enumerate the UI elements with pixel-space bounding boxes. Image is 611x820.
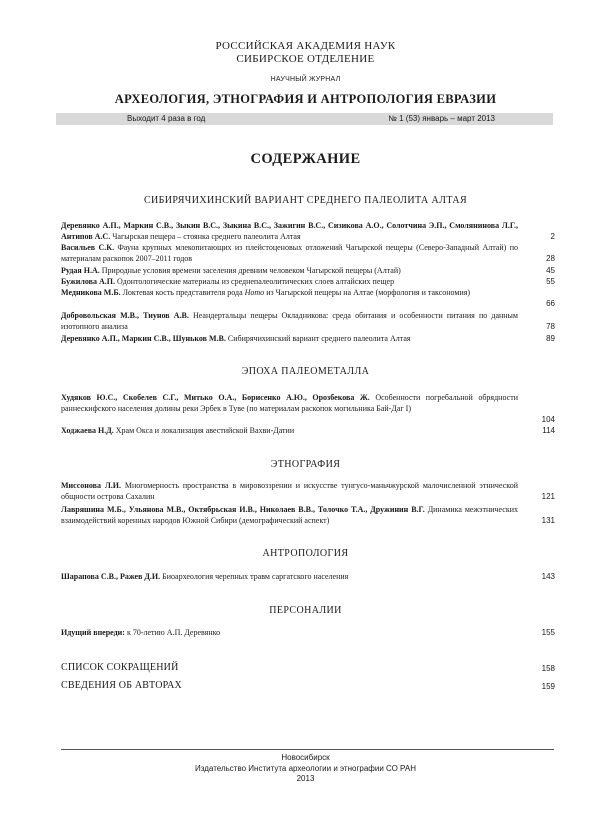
entry-page: 45 [546, 266, 555, 275]
entry-page: 104 [541, 415, 555, 424]
entry-page: 158 [541, 664, 555, 673]
toc-entry[interactable] [61, 505, 518, 527]
academy-line-1: РОССИЙСКАЯ АКАДЕМИЯ НАУК [215, 40, 396, 52]
entry-title: Динамика межэтнических взаимодействий коренных народов Южной Сибири (демографический аспект) [61, 505, 518, 525]
entry-authors: Васильев С.К. [61, 243, 115, 252]
entry-title-italic: Homo [244, 288, 265, 297]
entry-authors: Шарапова С.В., Ражев Д.И. [61, 572, 161, 581]
entry-authors: Худяков Ю.С., Скобелев С.Г., Митько О.А., Борисенко А.Ю., Орозбекова Ж. [61, 393, 370, 402]
academy-line-2: СИБИРСКОЕ ОТДЕЛЕНИЕ [236, 53, 375, 65]
entry-page: 159 [541, 682, 555, 691]
authors-info-heading[interactable]: СВЕДЕНИЯ ОБ АВТОРАХ [61, 680, 182, 691]
footer-year: 2013 [296, 774, 315, 783]
toc-entry[interactable] [61, 311, 518, 333]
entry-authors: Лавряшина М.Б., Ульянова М.В., Октябрьская И.В., Николаев В.В., Толочко Т.А., Дружинин В.Г. [61, 505, 425, 514]
academy-name [0, 40, 611, 66]
entry-page: 2 [550, 232, 555, 241]
toc-entry[interactable] [61, 266, 518, 277]
entry-title: Одонтологические материалы из среднепалеолитических слоев алтайских пещер [115, 277, 395, 286]
entry-title: Особенности погребальной обрядности раннескифского населения долины реки Эрбек в Туве (по материалам раскопок могильника Бай-Даг I) [61, 393, 518, 413]
section-title: СИБИРЯЧИХИНСКИЙ ВАРИАНТ СРЕДНЕГО ПАЛЕОЛИТА АЛТАЯ [143, 195, 468, 206]
section-title: ПЕРСОНАЛИИ [269, 605, 342, 616]
entry-page: 143 [541, 572, 555, 581]
entry-authors: Идущий впереди: [61, 628, 125, 637]
contents-title: СОДЕРЖАНИЕ [250, 151, 361, 167]
toc-entry[interactable] [61, 426, 518, 437]
entry-page: 78 [546, 322, 555, 331]
frequency-text: Выходит 4 раза в год [127, 114, 206, 123]
toc-entry[interactable] [61, 277, 518, 288]
entry-authors: Добровольская М.В., Тиунов А.В. [61, 311, 189, 320]
entry-title: Фауна крупных млекопитающих из плейстоценовых отложений Чагырской пещеры (Северо-Западный Алтай) по материалам раскопок 2007–2011 годов [61, 243, 518, 263]
entry-title: Сибирячихинский вариант среднего палеолита Алтая [225, 334, 411, 343]
entry-page: 155 [541, 628, 555, 637]
entry-page: 55 [546, 277, 555, 286]
toc-entry[interactable] [61, 221, 518, 243]
entry-title: Биоархеология черепных травм саргатского населения [160, 572, 349, 581]
section-title: ЭПОХА ПАЛЕОМЕТАЛЛА [241, 366, 370, 377]
footer-divider [61, 749, 554, 750]
section-title: АНТРОПОЛОГИЯ [262, 548, 349, 559]
entry-authors: Деревянко А.П., Маркин С.В., Шуньков М.В. [61, 334, 226, 343]
abbreviations-heading[interactable]: СПИСОК СОКРАЩЕНИЙ [61, 662, 179, 673]
entry-page: 114 [542, 426, 555, 435]
entry-title: к 70-летию А.П. Деревянко [124, 628, 221, 637]
issue-number: № 1 (53) январь – март 2013 [388, 114, 495, 123]
entry-page: 89 [546, 334, 555, 343]
entry-title: Неандертальцы пещеры Окладникова: среда обитания и особенности питания по данным изотопного анализа [61, 311, 518, 331]
entry-title: Храм Окса и локализация авестийской Вахви-Датии [113, 426, 295, 435]
entry-authors: Рудая Н.А. [61, 266, 100, 275]
footer-city: Новосибирск [281, 753, 330, 762]
issue-bar [56, 113, 553, 125]
journal-label: НАУЧНЫЙ ЖУРНАЛ [270, 76, 341, 83]
entry-authors: Миссонова Л.И. [61, 481, 122, 490]
entry-page: 28 [546, 254, 555, 263]
toc-entry[interactable] [61, 288, 518, 299]
toc-entry[interactable] [61, 481, 518, 503]
entry-title: Локтевая кость представителя рода [120, 288, 245, 297]
entry-page: 66 [546, 299, 555, 308]
toc-entry[interactable] [61, 334, 518, 345]
footer-publisher: Издательство Института археологии и этнографии СО РАН [195, 763, 416, 773]
entry-authors: Деревянко А.П., Маркин С.В., Зыкин В.С., Зыкина В.С., Зажигин В.С., Сизикова А.О., Солотчина Э.П., Смолянинова Л.Г., Антипов А.С. [61, 221, 518, 241]
entry-page: 131 [541, 516, 555, 525]
entry-title: Природные условия времени заселения древним человеком Чагырской пещеры (Алтай) [99, 266, 401, 275]
entry-title: Чагырская пещера – стоянка среднего палеолита Алтая [110, 231, 301, 241]
entry-page: 121 [541, 492, 555, 501]
entry-title: Многомерность пространства в мировоззрении и искусстве тунгусо-маньчжурской малочисленной этнической общности острова Сахалин [61, 481, 519, 501]
entry-authors: Ходжаева Н.Д. [61, 426, 114, 435]
entry-authors: Бужилова А.П. [61, 277, 116, 286]
section-title: ЭТНОГРАФИЯ [270, 459, 341, 470]
entry-authors: Медникова М.Б. [61, 288, 121, 297]
toc-entry[interactable] [61, 628, 518, 639]
entry-title-rest: из Чагырской пещеры на Алтае (морфология и таксономия) [264, 288, 471, 297]
footer [0, 753, 611, 785]
toc-entry[interactable] [61, 572, 518, 583]
journal-title: АРХЕОЛОГИЯ, ЭТНОГРАФИЯ И АНТРОПОЛОГИЯ ЕВРАЗИИ [114, 92, 497, 106]
toc-entry[interactable] [61, 393, 518, 415]
toc-entry[interactable] [61, 243, 518, 265]
